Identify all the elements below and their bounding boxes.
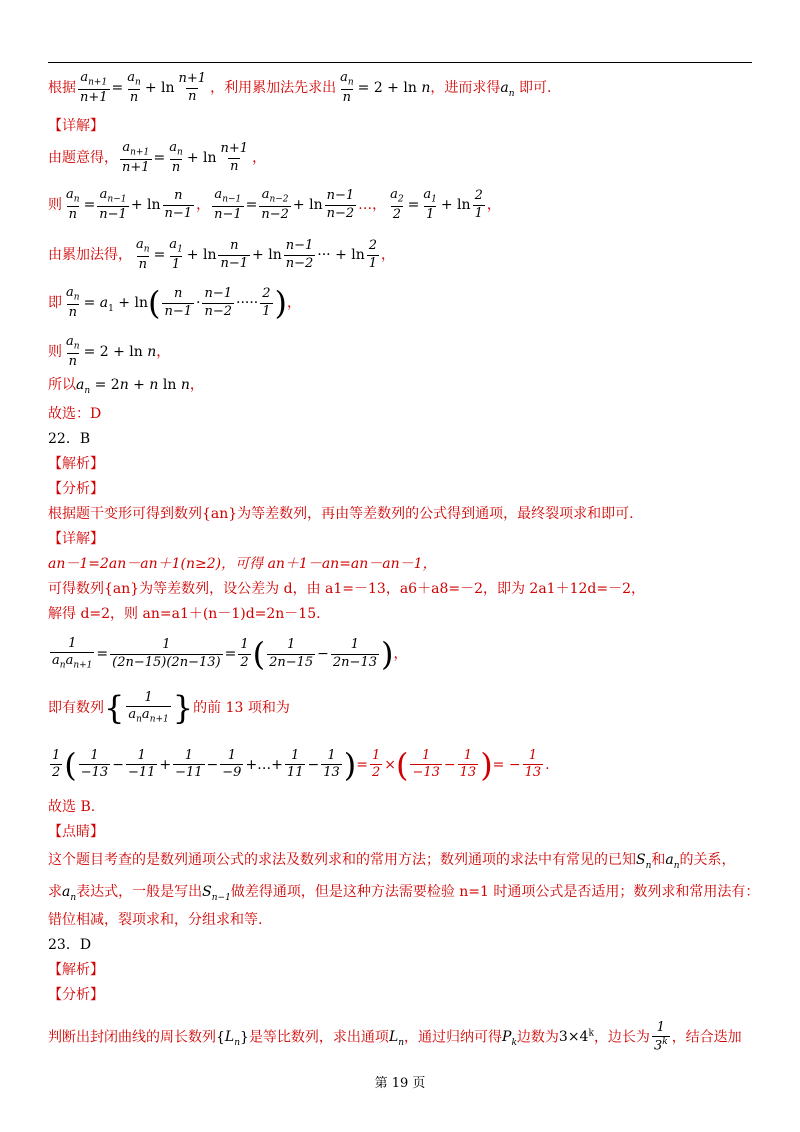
line-hint: 根据 $\frac{a_{n+1}}{n+1}$ = $\frac{a_n}{n}$ + ln $\frac{n+1}{n}$ ，利用累加法先求出 $\frac{a_n}{n}$ = 2 + ln n，进而求得$a_n$ 即可. (48, 70, 552, 105)
line-split: $\frac{1}{a_na_{n+1}}$ = $\frac{1}{(2n-15)(2n-13)}$ = $\frac{1}{2}$ ( $\frac{1}{2n-15}$ − $\frac{1}{2n-13}$ )， (52, 635, 408, 674)
heading-analysis-sub-23: 【分析】 (48, 987, 104, 1003)
line-given: 由题意得， $\frac{a_{n+1}}{n+1}$ = $\frac{a_n}{n}$ + ln $\frac{n+1}{n}$ ， (48, 140, 267, 175)
line-sum: $\frac{1}{2}$ ( $\frac{1}{-13}$ − $\frac{1}{-11}$ + $\frac{1}{-11}$ − $\frac{1}{-9}$ +…+ $\frac{1}{11}$ − $\frac{1}{13}$ )= $\frac{1}{2}$ ×( $\frac{1}{-13}$ − $\frac{1}{13}$ )= − $\frac{1}{13}$ . (52, 745, 550, 784)
heading-detail-22: 【详解】 (48, 531, 104, 547)
line-namely: 即 $\frac{a_n}{n}$ = $a_1 + \ln$( $\frac{n}{n-1}$ · $\frac{n-1}{n-2}$ ····· $\frac{2}{1}$ )， (48, 284, 302, 323)
line-analysis-23: 判断出封闭曲线的周长数列$\{L_n\}$是等比数列，求出通项$L_n$，通过归纳可得$P_k$边数为$3\times 4^k$，边长为 $\frac{1}{3^k}$ ，结合迭加 (48, 1020, 742, 1054)
line-remark-3: 错位相减，裂项求和，分组求和等. (48, 912, 263, 928)
line-arith: 可得数列{an}为等差数列，设公差为 d，由 a1=－13，a6＋a8=－2，即为 2a1＋12d=－2， (48, 581, 646, 597)
line-accumulate: 由累加法得， $\frac{a_n}{n}$ = $\frac{a_1}{1}$ + ln $\frac{n}{n-1}$ + ln $\frac{n-1}{n-2}$ ··· + ln $\frac{2}{1}$ ， (48, 237, 396, 272)
question-23: 23．D (48, 937, 92, 953)
text: 根据 (48, 80, 76, 97)
heading-analysis-23: 【解析】 (48, 962, 104, 978)
line-choice-d: 故选：D (48, 406, 102, 422)
line-remark-1: 这个题目考查的是数列通项公式的求法及数列求和的常用方法；数列通项的求法中有常见的已知$S_n$和$a_n$的关系， (48, 852, 736, 871)
heading-remark: 【点睛】 (48, 824, 104, 840)
heading-detail: 【详解】 (48, 118, 104, 134)
text: 即可. (518, 80, 552, 97)
heading-analysis: 【解析】 (48, 456, 104, 472)
line-choice-b: 故选 B. (48, 799, 96, 815)
text: ，利用累加法先求出 (210, 80, 337, 97)
line-sum-intro: 即有数列{ $\frac{1}{a_na_{n+1}}$ }的前 13 项和为 (48, 689, 290, 728)
formula: $\frac{a_{n+1}}{n+1}$ (80, 70, 108, 105)
page-number: 第 19 页 (374, 1076, 426, 1091)
heading-analysis-sub: 【分析】 (48, 481, 104, 497)
header-rule (48, 62, 752, 63)
line-recurrence: an－1=2an－an＋1(n≥2)，可得 an＋1－an=an－an－1， (48, 556, 437, 572)
line-then2: 则 $\frac{a_n}{n}$ = 2 + ln n， (48, 334, 171, 369)
line-analysis-22: 根据题干变形可得到数列{an}为等差数列，再由等差数列的公式得到通项，最终裂项求和即可. (48, 506, 634, 522)
line-solve: 解得 d=2，则 an=a1＋(n－1)d=2n－15. (48, 606, 321, 622)
question-22: 22．B (48, 431, 91, 447)
line-remark-2: 求$a_n$表达式，一般是写出$S_{n-1}$做差得通项，但是这种方法需要检验 n=1 时通项公式是否适用；数列求和常用法有： (48, 884, 760, 903)
line-therefore: 所以$a_n = 2n + n$ ln n， (48, 377, 204, 396)
line-then: 则 $\frac{a_n}{n}$ = $\frac{a_{n-1}}{n-1}$ + ln $\frac{n}{n-1}$ ， $\frac{a_{n-1}}{n-1}$ = $\frac{a_{n-2}}{n-2}$ + ln $\frac{n-1}{n-2}$ …， $\frac{a_2}{2}$ = $\frac{a_1}{1}$ + ln $\frac{2}{1}$ ， (48, 187, 501, 222)
text: ，进而求得 (430, 80, 501, 97)
